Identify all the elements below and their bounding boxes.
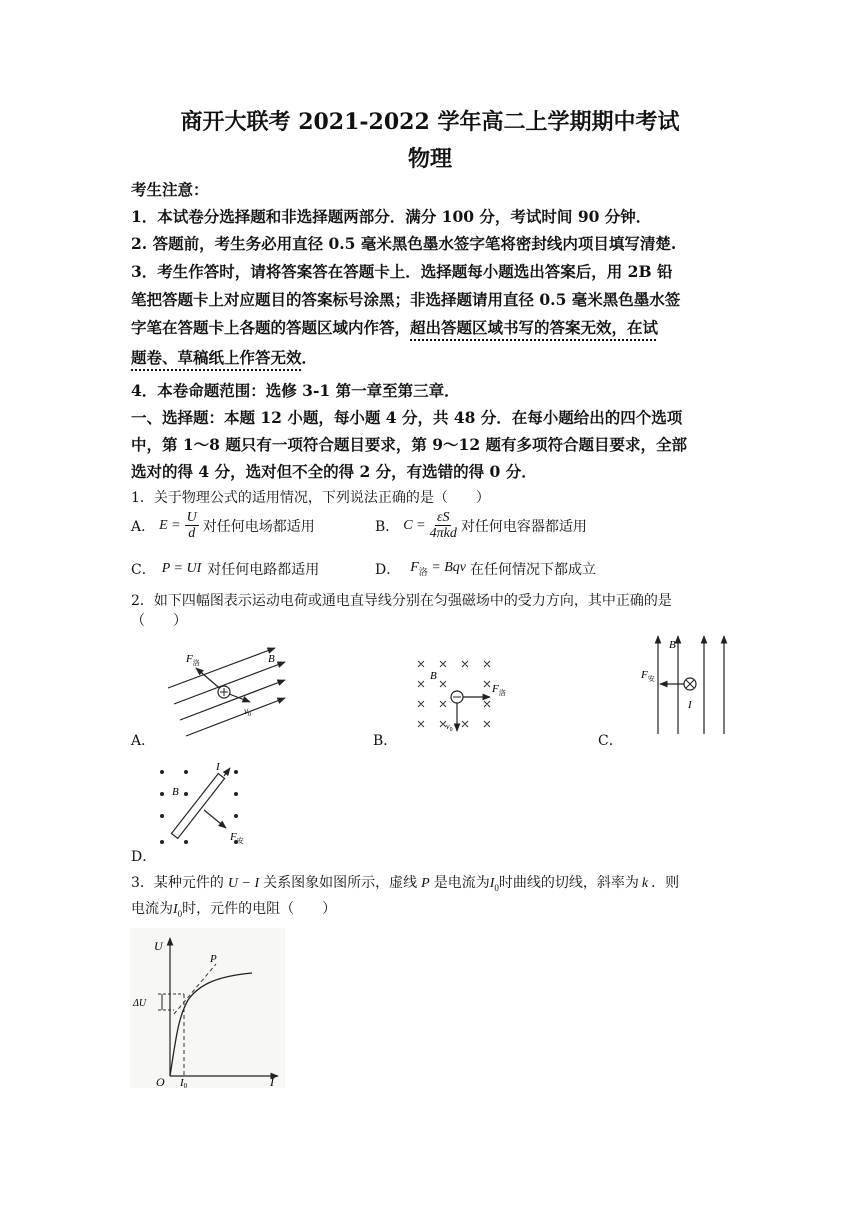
current-label: I [688, 699, 692, 711]
option-text: 对任何电路都适用 [207, 562, 320, 578]
formula: P = UI [161, 561, 202, 576]
origin-label: O [156, 1075, 165, 1088]
force-label: $F_安$ [641, 669, 655, 683]
question-1-stem: 1．关于物理公式的适用情况，下列说法正确的是（ ） [131, 490, 490, 506]
force-subscript: 洛 [418, 566, 428, 577]
force-label: $F_洛$ [492, 683, 506, 697]
formula-rhs: = Bqv [431, 560, 467, 576]
notice-text: 字笔在答题卡上各题的答题区域内作答， [131, 318, 411, 337]
question-2-option-c-label: C． [598, 733, 623, 749]
tangent-label: P [210, 953, 217, 965]
question-1-option-c [131, 559, 319, 579]
section-instructions-line-1: 一、选择题：本题 12 小题，每小题 4 分，共 48 分．在每小题给出的四个选项 [131, 408, 683, 427]
force-symbol: F [410, 560, 419, 576]
question-2-option-b-label: B． [373, 733, 398, 749]
subject-title: 物理 [407, 146, 452, 172]
notice-item-3-line-3 [131, 316, 658, 338]
symbol-p: P [421, 876, 430, 891]
figure-2b [410, 655, 520, 735]
field-label: B [430, 670, 437, 682]
figure-2c [638, 632, 730, 736]
fraction [430, 510, 457, 542]
stem-text: 3．某种元件的 [131, 875, 224, 891]
stem-text: 时，元件的电阻（ ） [182, 901, 337, 917]
force-label: $F_洛$ [186, 653, 200, 667]
section-instructions-line-3: 选对的得 4 分，选对但不全的得 2 分，有选错的得 0 分． [131, 462, 537, 481]
stem-text: 时曲线的切线，斜率为 [498, 875, 639, 891]
symbol-i0: $I_0$ [173, 902, 183, 919]
stem-text: 是电流为 [433, 875, 490, 891]
formula-lhs: E = [159, 517, 181, 533]
notice-item-3-line-4 [131, 346, 317, 368]
question-2-stem-line-1: 2．如下四幅图表示运动电荷或通电直导线分别在匀强磁场中的受力方向，其中正确的是 [131, 593, 672, 609]
figure-3-ui-graph [130, 928, 285, 1088]
notice-item-3-line-2: 笔把答题卡上对应题目的答案标号涂黑；非选择题请用直径 0.5 毫米黑色墨水签 [131, 290, 681, 309]
question-1-option-a [131, 510, 315, 542]
formula-lhs: C = [403, 517, 426, 533]
notice-item-3-line-1: 3．考生作答时，请将答案答在答题卡上．选择题每小题选出答案后，用 2B 铅 [131, 262, 673, 281]
question-3-stem-line-2 [131, 898, 336, 919]
denominator: 4πkd [429, 526, 457, 542]
notice-item-1: 1．本试卷分选择题和非选择题两部分．满分 100 分，考试时间 90 分钟． [131, 207, 652, 226]
figure-2a [160, 640, 290, 740]
question-2-option-a-label: A． [131, 733, 156, 749]
symbol-i0: $I_0$ [489, 876, 499, 893]
notice-item-2: 2. 答题前，考生务必用直径 0.5 毫米黑色墨水签字笔将密封线内项目填写清楚. [131, 234, 677, 253]
formula [410, 560, 466, 578]
option-text: 对任何电容器都适用 [460, 518, 587, 535]
numerator: U [186, 510, 197, 525]
denominator: d [188, 526, 196, 542]
fraction [185, 510, 199, 542]
option-text: 对任何电场都适用 [202, 518, 315, 535]
exam-title: 商开大联考 2021-2022 学年高二上学期期中考试 [180, 109, 680, 135]
formula: U − I [227, 876, 260, 891]
velocity-label: $v_0$ [446, 722, 453, 733]
field-label: B [268, 653, 275, 665]
question-2-stem-line-2: （ ） [131, 613, 187, 629]
emphasized-text: 超出答题区域书写的答案无效，在试 [410, 318, 659, 337]
field-label: B [669, 639, 676, 651]
notice-text: ． [301, 348, 318, 367]
numerator: εS [436, 510, 450, 525]
option-label: C． [131, 562, 156, 578]
notice-heading: 考生注意： [131, 180, 209, 199]
question-3-stem-line-1 [131, 872, 679, 893]
field-label: B [172, 786, 179, 798]
question-1-option-b [375, 510, 587, 542]
stem-text: ．则 [651, 875, 680, 891]
option-label: B． [375, 518, 400, 535]
force-label: $F_安$ [230, 831, 244, 845]
notice-item-4: 4．本卷命题范围：选修 3-1 第一章至第三章． [131, 381, 460, 400]
velocity-label: $v_0$ [244, 706, 251, 718]
current-label: I [216, 761, 220, 773]
figure-2d [150, 758, 255, 850]
option-text: 在任何情况下都成立 [470, 562, 597, 578]
question-2-option-d-label: D． [131, 849, 157, 865]
y-axis-label: U [154, 939, 163, 953]
stem-text: 关系图象如图所示，虚线 [263, 875, 418, 891]
x-axis-label: I [270, 1075, 274, 1088]
option-label: A． [131, 518, 156, 535]
section-instructions-line-2: 中，第 1～8 题只有一项符合题目要求，第 9～12 题有多项符合题目要求，全部 [131, 435, 688, 454]
question-1-option-d [375, 559, 596, 579]
delta-u-label: ΔU [133, 998, 147, 1009]
stem-text: 电流为 [131, 901, 173, 917]
emphasized-text: 题卷、草稿纸上作答无效 [131, 348, 302, 367]
symbol-k: k [641, 876, 649, 891]
option-label: D． [375, 562, 401, 578]
i0-label: I0 [180, 1077, 188, 1088]
